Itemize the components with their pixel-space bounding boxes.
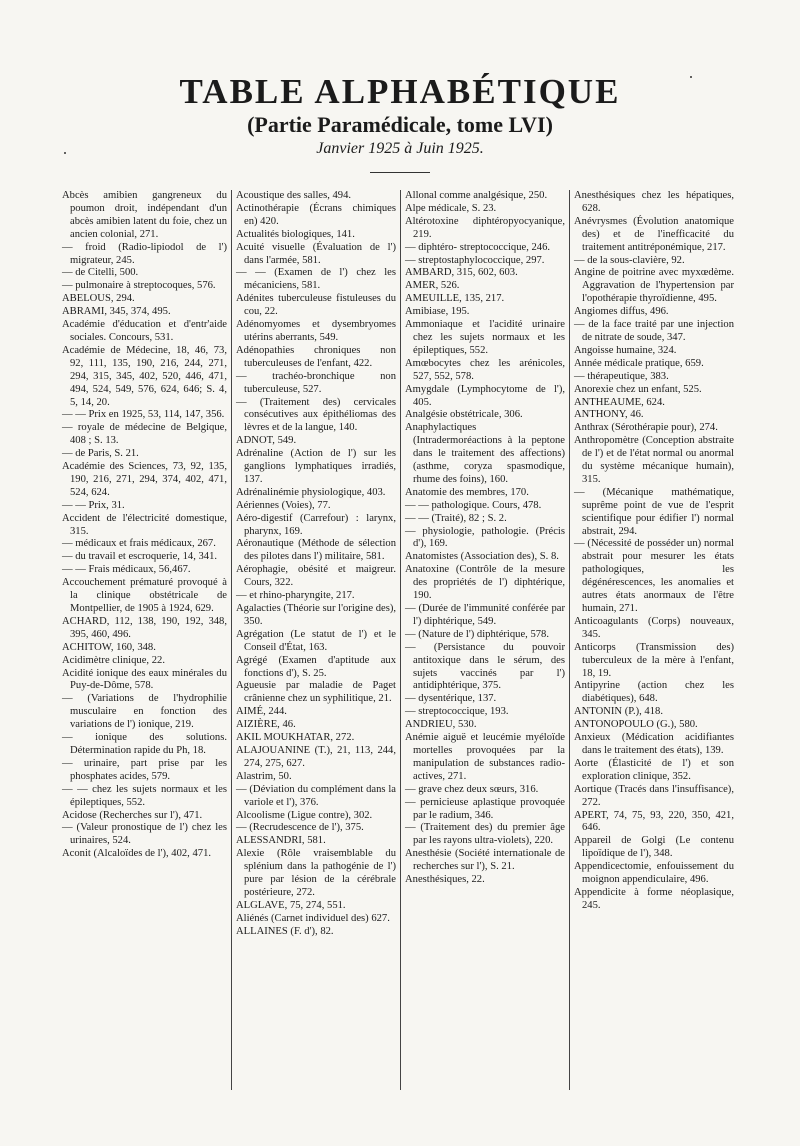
index-entry: Anévrysmes (Évolution anatomique des) et de l'inefficacité du traitement antitréponémique, 217.: [574, 215, 734, 253]
index-entry: — (Nécessité de posséder un) normal abstrait pour mesurer les états pathologiques, les dégénérescences, les anomalies et autres états anormaux de l'être humain, 271.: [574, 538, 734, 614]
index-entry: — thérapeutique, 383.: [574, 370, 669, 382]
index-entry: Altérotoxine diphtéropyocyanique, 219.: [405, 215, 565, 240]
index-entry: — — pathologique. Cours, 478.: [405, 499, 542, 511]
index-entry: — pernicieuse aplastique provoquée par le radium, 346.: [405, 796, 565, 821]
page-title: TABLE ALPHABÉTIQUE: [179, 72, 621, 111]
index-entry: Anticorps (Transmission des) tuberculeux de la mère à l'enfant, 18, 19.: [574, 641, 734, 679]
index-entry: — streptostaphylococcique, 297.: [405, 254, 545, 266]
index-entry: AMBARD, 315, 602, 603.: [405, 267, 518, 279]
index-entry: Anaphylactiques (Intradermoréactions à la peptone dans le traitement des affections) (asthme, coryza spasmodique, rhume des foins), 160.: [405, 422, 565, 485]
index-entry: AMEUILLE, 135, 217.: [405, 293, 505, 305]
index-entry: — médicaux et frais médicaux, 267.: [62, 538, 216, 550]
index-entry: — de la sous-clavière, 92.: [574, 254, 685, 266]
index-entry: Anesthésiques chez les hépatiques, 628.: [574, 190, 734, 214]
page-subtitle: (Partie Paramédicale, tome LVI): [247, 112, 553, 137]
index-entry: Appendicectomie, enfouissement du moignon appendiculaire, 496.: [574, 861, 734, 886]
index-entry: Alastrim, 50.: [236, 770, 292, 782]
index-entry: AMER, 526.: [405, 280, 460, 292]
index-entry: Anesthésiques, 22.: [405, 874, 485, 886]
index-entry: Anorexie chez un enfant, 525.: [574, 383, 702, 395]
index-entry: Angine de poitrine avec myxœdème. Aggravation de l'hypertension par l'opothérapie thyroïdienne, 495.: [574, 267, 734, 305]
index-entry: ACHARD, 112, 138, 190, 192, 348, 395, 460, 496.: [62, 615, 227, 640]
index-entry: — (Variations de l'hydrophilie musculaire en fonction des variations de l') ionique, 219.: [62, 693, 227, 731]
index-entry: Agueusie par maladie de Paget crânienne chez un syphilitique, 21.: [236, 680, 396, 705]
index-entry: ANDRIEU, 530.: [405, 719, 477, 731]
index-entry: — — (Traité), 82 ; S. 2.: [405, 512, 507, 524]
index-entry: Amœbocytes chez les arénicoles, 527, 552, 578.: [405, 357, 565, 382]
index-entry: — de Paris, S. 21.: [62, 448, 139, 460]
index-entry: — ionique des solutions. Détermination rapide du Ph, 18.: [62, 732, 227, 756]
index-entry: Acidité ionique des eaux minérales du Puy-de-Dôme, 578.: [62, 667, 227, 692]
index-entry: Anxieux (Médication acidifiantes dans le traitement des états), 139.: [574, 732, 734, 756]
index-entry: — du travail et escroquerie, 14, 341.: [62, 551, 218, 563]
index-entry: AKIL MOUKHATAR, 272.: [236, 732, 355, 744]
index-entry: — diphtéro- streptococcique, 246.: [405, 241, 551, 253]
index-column-2: [231, 190, 400, 1090]
index-entry: Aconit (Alcaloïdes de l'), 402, 471.: [62, 848, 212, 860]
index-entry: Année médicale pratique, 659.: [574, 357, 704, 369]
index-entry: Actinothérapie (Écrans chimiques en) 420.: [236, 202, 396, 227]
index-entry: Agalacties (Théorie sur l'origine des), 350.: [236, 603, 396, 627]
index-entry: Aéronautique (Méthode de sélection des pilotes dans l') militaire, 581.: [236, 538, 396, 563]
index-entry: ALLAINES (F. d'), 82.: [236, 925, 334, 937]
index-column-3: [400, 190, 569, 1090]
index-entry: Angoisse humaine, 324.: [574, 344, 677, 356]
index-entry: Anatomistes (Association des), S. 8.: [405, 551, 559, 563]
index-entry: — — Frais médicaux, 56,467.: [62, 564, 191, 576]
index-entry: Aérophagie, obésité et maigreur. Cours, 322.: [236, 564, 396, 589]
index-entry: — — Prix en 1925, 53, 114, 147, 356.: [62, 409, 225, 421]
index-entry: Alpe médicale, S. 23.: [405, 202, 497, 214]
index-entry: Adrénaline (Action de l') sur les ganglions lymphatiques irradiés, 137.: [236, 448, 396, 485]
index-entry: — (Mécanique mathématique, suprême point de vue de l'esprit scientifique pour édifier l') normal abstrait, 294.: [574, 486, 734, 537]
index-entry: Anticoagulants (Corps) nouveaux, 345.: [574, 615, 734, 640]
index-entry: APERT, 74, 75, 93, 220, 350, 421, 646.: [574, 809, 734, 834]
index-entry: — pulmonaire à streptocoques, 576.: [62, 280, 216, 292]
index-entry: Agrégation (Le statut de l') et le Conseil d'État, 163.: [236, 628, 396, 653]
index-entry: Adénopathies chroniques non tuberculeuses de l'enfant, 422.: [236, 344, 396, 369]
index-entry: Acidimètre clinique, 22.: [62, 654, 165, 666]
index-entry: — (Nature de l') diphtérique, 578.: [405, 628, 549, 640]
index-entry: Alcoolisme (Ligue contre), 302.: [236, 809, 373, 821]
index-entry: — (Recrudescence de l'), 375.: [236, 822, 364, 834]
index-entry: — et rhino-pharyngite, 217.: [236, 590, 355, 602]
index-entry: Acuité visuelle (Évaluation de l') dans l'armée, 581.: [236, 241, 396, 266]
index-column-4: [569, 190, 738, 1090]
index-entry: Angiomes diffus, 496.: [574, 306, 669, 318]
index-entry: ALGLAVE, 75, 274, 551.: [236, 899, 346, 911]
index-entry: Amibiase, 195.: [405, 306, 470, 318]
index-entry: Appareil de Golgi (Le contenu lipoïdique de l'), 348.: [574, 835, 734, 860]
index-entry: Académie d'éducation et d'entr'aide sociales. Concours, 531.: [62, 319, 227, 343]
index-entry: ANTHONY, 46.: [574, 409, 644, 421]
index-entry: Aériennes (Voies), 77.: [236, 499, 331, 511]
index-entry: ADNOT, 549.: [236, 435, 297, 447]
index-column-1: [62, 190, 231, 1090]
index-entry: — grave chez deux sœurs, 316.: [405, 783, 539, 795]
index-entry: — (Traitement des) cervicales consécutives aux épithéliomas des lèvres et de la langue, 140.: [236, 396, 396, 434]
index-entry: ANTHEAUME, 624.: [574, 396, 665, 408]
index-entry: — — Prix, 31.: [62, 499, 125, 511]
index-entry: Anatoxine (Contrôle de la mesure des propriétés de l') diphtérique, 190.: [405, 564, 565, 602]
index-entry: Acidose (Recherches sur l'), 471.: [62, 809, 203, 821]
index-entry: Accident de l'électricité domestique, 315.: [62, 512, 227, 537]
index-entry: Adénites tuberculeuse fistuleuses du cou, 22.: [236, 293, 396, 318]
title-divider: [370, 172, 430, 173]
index-entry: Adrénalinémie physiologique, 403.: [236, 486, 386, 498]
index-entry: — — chez les sujets normaux et les épileptiques, 552.: [62, 783, 227, 808]
index-entry: ALAJOUANINE (T.), 21, 113, 244, 274, 275, 627.: [236, 744, 396, 769]
index-entry: Actualités biologiques, 141.: [236, 228, 355, 240]
index-entry: — urinaire, part prise par les phosphates acides, 579.: [62, 757, 227, 782]
index-entry: — froid (Radio-lipiodol de l') migrateur, 245.: [62, 241, 227, 266]
index-entry: ANTONIN (P.), 418.: [574, 706, 663, 718]
index-entry: — physiologie, pathologie. (Précis d'), 169.: [405, 525, 565, 550]
index-entry: Appendicite à forme néoplasique, 245.: [574, 886, 734, 911]
index-entry: Adénomyomes et dysembryomes utérins aberrants, 549.: [236, 319, 396, 343]
index-entry: — (Durée de l'immunité conférée par l') diphtérique, 549.: [405, 603, 565, 627]
index-entry: — (Déviation du complément dans la variole et l'), 376.: [236, 783, 396, 808]
index-entry: Académie de Médecine, 18, 46, 73, 92, 111, 135, 190, 216, 244, 271, 294, 315, 345, 402, 520, 446, 471, 494, 524, 549, 576, 624, 646; S. 4, 5, 14, 20.: [62, 344, 227, 408]
index-entry: — royale de médecine de Belgique, 408 ; S. 13.: [62, 422, 227, 447]
index-entry: ABRAMI, 345, 374, 495.: [62, 306, 171, 318]
index-entry: — (Valeur pronostique de l') chez les urinaires, 524.: [62, 822, 227, 847]
index-entry: Aliénés (Carnet individuel des) 627.: [236, 912, 390, 924]
index-entry: Alexie (Rôle vraisemblable du splénium dans la pathogénie de l') pure par lésion de la cérébrale postérieure, 272.: [236, 848, 396, 898]
index-entry: Aéro-digestif (Carrefour) : larynx, pharynx, 169.: [236, 512, 396, 537]
index-entry: Aortique (Tracés dans l'insuffisance), 272.: [574, 783, 734, 808]
print-speck: [690, 76, 692, 78]
index-entry: ALESSANDRI, 581.: [236, 835, 326, 847]
index-entry: Antipyrine (action chez les diabétiques), 648.: [574, 680, 734, 705]
index-entry: — de Citelli, 500.: [62, 267, 139, 279]
index-entry: ACHITOW, 160, 348.: [62, 641, 156, 653]
index-entry: Allonal comme analgésique, 250.: [405, 190, 548, 201]
index-entry: — dysentérique, 137.: [405, 693, 497, 705]
index-entry: Acoustique des salles, 494.: [236, 190, 352, 201]
index-entry: Anémie aiguë et leucémie myéloïde mortelles provoquées par la manipulation de substances radio-actives, 271.: [405, 732, 565, 782]
index-entry: — streptococcique, 193.: [405, 706, 509, 718]
index-entry: ANTONOPOULO (G.), 580.: [574, 719, 698, 731]
index-entry: — de la face traité par une injection de nitrate de soude, 347.: [574, 319, 734, 343]
index-entry: Accouchement prématuré provoqué à la clinique obstétricale de Montpellier, de 1905 à 1924, 629.: [62, 577, 227, 614]
index-entry: Abcès amibien gangreneux du poumon droit, indépendant d'un abcès amibien latent du foie, chez un ancien colonial, 271.: [62, 190, 227, 240]
index-entry: — (Traitement des) du premier âge par les rayons ultra-violets), 220.: [405, 822, 565, 847]
index-entry: Analgésie obstétricale, 306.: [405, 409, 523, 421]
index-entry: Anesthésie (Société internationale de recherches sur l'), S. 21.: [405, 848, 565, 873]
index-entry: ABELOUS, 294.: [62, 293, 135, 305]
print-speck: [64, 152, 66, 154]
index-entry: AIZIÈRE, 46.: [236, 719, 296, 731]
index-entry: Anatomie des membres, 170.: [405, 486, 529, 498]
index-entry: Agrégé (Examen d'aptitude aux fonctions d'), S. 25.: [236, 654, 396, 679]
index-entry: Anthrax (Sérothérapie pour), 274.: [574, 422, 718, 434]
index-entry: — trachéo-bronchique non tuberculeuse, 527.: [236, 370, 396, 395]
date-range: Janvier 1925 à Juin 1925.: [316, 140, 484, 157]
index-entry: Ammoniaque et l'acidité urinaire chez les sujets normaux et les épileptiques, 552.: [405, 319, 565, 356]
index-entry: Académie des Sciences, 73, 92, 135, 190, 216, 271, 294, 374, 402, 471, 524, 624.: [62, 461, 227, 498]
index-entry: — — (Examen de l') chez les mécaniciens, 581.: [236, 267, 396, 292]
index-columns: [62, 190, 738, 1090]
index-entry: — (Persistance du pouvoir antitoxique dans le sérum, des sujets vaccinés par l') antidiphtérique, 375.: [405, 641, 565, 692]
index-entry: Amygdale (Lymphocytome de l'), 405.: [405, 383, 565, 408]
index-entry: Aorte (Élasticité de l') et son exploration clinique, 352.: [574, 757, 734, 782]
index-entry: Anthropomètre (Conception abstraite de l') et de l'état normal ou anormal du système mécanique humain), 315.: [574, 435, 734, 485]
index-entry: AIMÉ, 244.: [236, 706, 287, 718]
